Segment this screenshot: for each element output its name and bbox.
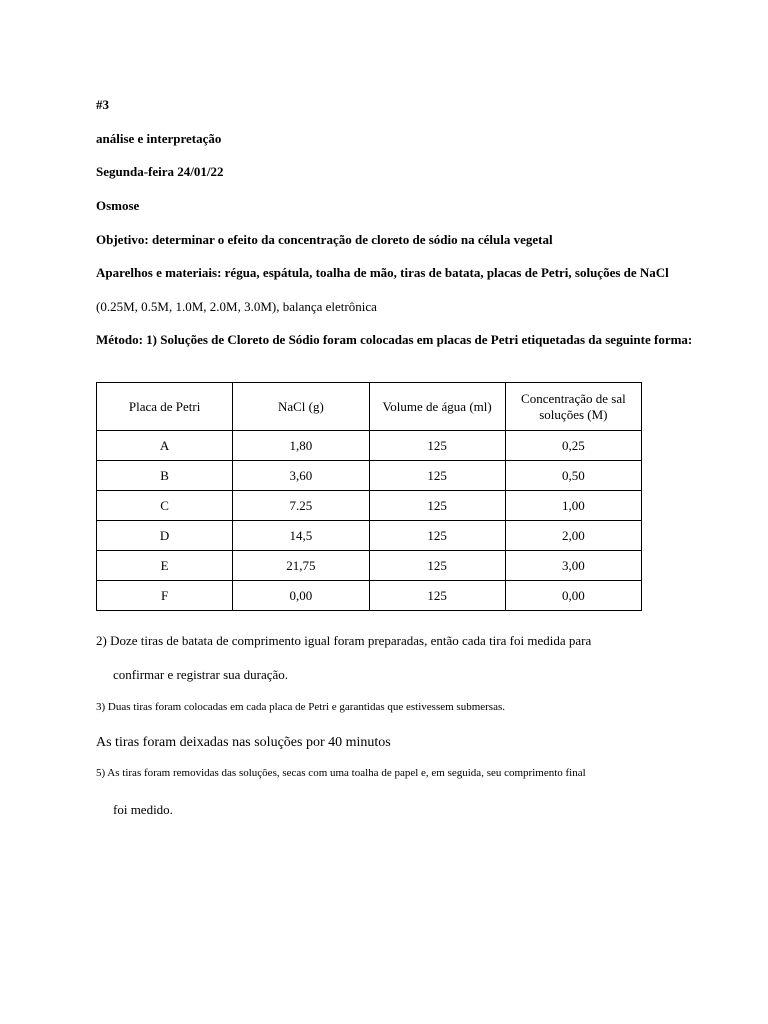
table-cell: 14,5 [233, 521, 369, 551]
step-2-line-2: confirmar e registrar sua duração. [113, 667, 289, 682]
column-header: Placa de Petri [97, 383, 233, 431]
column-header: NaCl (g) [233, 383, 369, 431]
table-cell: E [97, 551, 233, 581]
table-cell: 125 [369, 581, 505, 611]
table-cell: 0,00 [233, 581, 369, 611]
table-row [97, 521, 642, 551]
table-cell: 3,00 [505, 551, 641, 581]
experiment-title: Osmose [96, 198, 140, 213]
doc-number: #3 [96, 97, 109, 112]
objective-line: Objetivo: determinar o efeito da concentração de cloreto de sódio na célula vegetal [96, 232, 553, 247]
section-heading: análise e interpretação [96, 131, 222, 146]
table-header-row [97, 383, 642, 431]
column-header: Concentração de sal soluções (M) [505, 383, 641, 431]
date-line: Segunda-feira 24/01/22 [96, 164, 224, 179]
table-cell: A [97, 431, 233, 461]
table-row [97, 461, 642, 491]
table-cell: 3,60 [233, 461, 369, 491]
table-cell: B [97, 461, 233, 491]
table-cell: 1,00 [505, 491, 641, 521]
materials-line-1: Aparelhos e materiais: régua, espátula, toalha de mão, tiras de batata, placas de Petri, soluções de NaCl [96, 265, 669, 280]
table-cell: F [97, 581, 233, 611]
table-cell: 125 [369, 521, 505, 551]
step-3: 3) Duas tiras foram colocadas em cada placa de Petri e garantidas que estivessem submersas. [96, 701, 505, 713]
method-line: Método: 1) Soluções de Cloreto de Sódio foram colocadas em placas de Petri etiquetadas da seguinte forma: [96, 332, 693, 347]
table-cell: 1,80 [233, 431, 369, 461]
table-cell: 21,75 [233, 551, 369, 581]
table-row [97, 581, 642, 611]
step-2-line-1: 2) Doze tiras de batata de comprimento igual foram preparadas, então cada tira foi medida para [96, 633, 592, 648]
table-cell: 125 [369, 551, 505, 581]
column-header: Volume de água (ml) [369, 383, 505, 431]
table-cell: 125 [369, 491, 505, 521]
table-row [97, 491, 642, 521]
step-4: As tiras foram deixadas nas soluções por 40 minutos [96, 735, 391, 750]
solutions-table [96, 382, 642, 611]
step-5-line-1: 5) As tiras foram removidas das soluções, secas com uma toalha de papel e, em seguida, seu comprimento final [96, 767, 586, 779]
table-cell: 2,00 [505, 521, 641, 551]
table-cell: 0,50 [505, 461, 641, 491]
step-5-line-2: foi medido. [113, 802, 173, 817]
table-cell: 125 [369, 461, 505, 491]
table-cell: 7.25 [233, 491, 369, 521]
table-row [97, 431, 642, 461]
table-cell: D [97, 521, 233, 551]
materials-line-2: (0.25M, 0.5M, 1.0M, 2.0M, 3.0M), balança eletrônica [96, 299, 377, 314]
table-cell: 0,00 [505, 581, 641, 611]
table-cell: 125 [369, 431, 505, 461]
table-cell: C [97, 491, 233, 521]
table-cell: 0,25 [505, 431, 641, 461]
table-row [97, 551, 642, 581]
